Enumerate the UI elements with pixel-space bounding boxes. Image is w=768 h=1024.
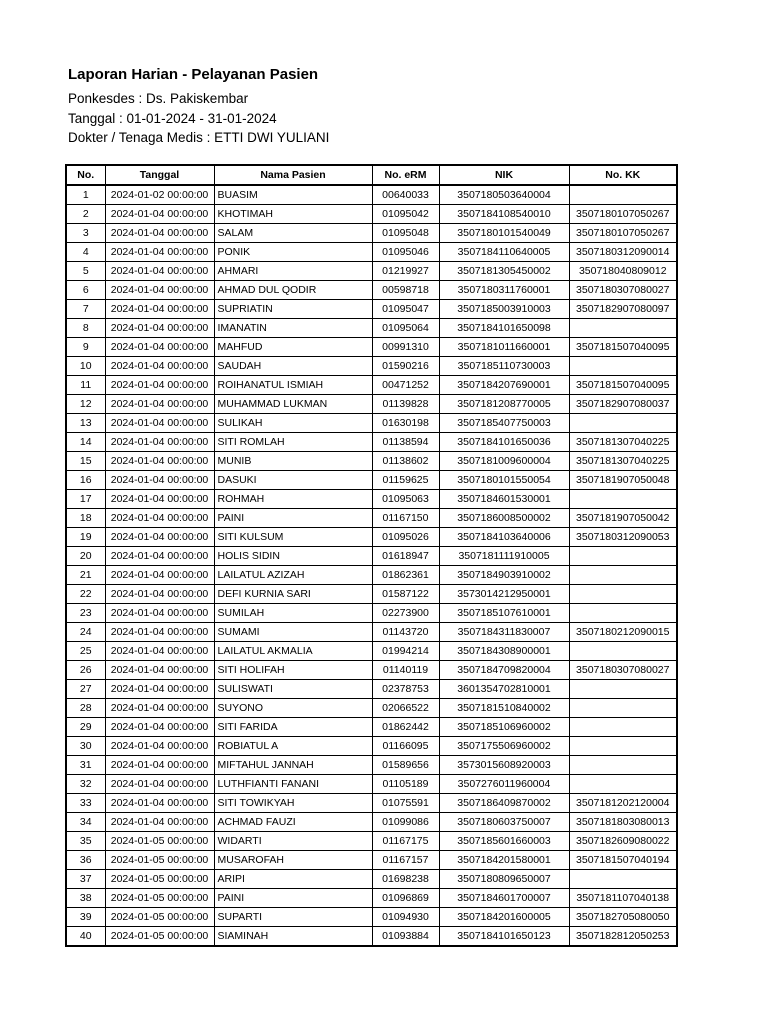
cell-erm: 00640033: [372, 185, 439, 205]
cell-nik: 3601354702810001: [439, 680, 569, 699]
cell-erm: 00471252: [372, 376, 439, 395]
cell-date: 2024-01-04 00:00:00: [105, 699, 214, 718]
column-header-date: Tanggal: [105, 165, 214, 185]
cell-no: 32: [66, 775, 105, 794]
date-range-line: Tanggal : 01-01-2024 - 31-01-2024: [68, 110, 277, 126]
cell-no: 26: [66, 661, 105, 680]
cell-erm: 01143720: [372, 623, 439, 642]
cell-no: 31: [66, 756, 105, 775]
table-row: [66, 300, 677, 319]
table-row: [66, 452, 677, 471]
cell-nik: 3507180101540049: [439, 224, 569, 243]
table-row: [66, 566, 677, 585]
cell-nik: 3507186008500002: [439, 509, 569, 528]
cell-erm: 01095047: [372, 300, 439, 319]
cell-erm: 01138594: [372, 433, 439, 452]
cell-no: 20: [66, 547, 105, 566]
cell-kk: 3507181507040194: [569, 851, 677, 870]
cell-date: 2024-01-04 00:00:00: [105, 243, 214, 262]
cell-nik: 3507180311760001: [439, 281, 569, 300]
column-header-erm: No. eRM: [372, 165, 439, 185]
table-row: [66, 756, 677, 775]
cell-patient-name: SUYONO: [214, 699, 372, 718]
cell-nik: 3507185106960002: [439, 718, 569, 737]
cell-kk: 3507181907050042: [569, 509, 677, 528]
cell-date: 2024-01-04 00:00:00: [105, 376, 214, 395]
cell-date: 2024-01-04 00:00:00: [105, 490, 214, 509]
patient-table: [65, 164, 678, 947]
cell-nik: 3507184308900001: [439, 642, 569, 661]
cell-date: 2024-01-04 00:00:00: [105, 680, 214, 699]
cell-no: 33: [66, 794, 105, 813]
cell-date: 2024-01-04 00:00:00: [105, 813, 214, 832]
cell-erm: 01095026: [372, 528, 439, 547]
cell-kk: 3507182907080037: [569, 395, 677, 414]
cell-erm: 02066522: [372, 699, 439, 718]
cell-no: 4: [66, 243, 105, 262]
cell-nik: 3507184101650098: [439, 319, 569, 338]
cell-date: 2024-01-05 00:00:00: [105, 870, 214, 889]
doctor-line: Dokter / Tenaga Medis : ETTI DWI YULIANI: [68, 130, 330, 145]
cell-erm: 01095048: [372, 224, 439, 243]
cell-nik: 3507184101650036: [439, 433, 569, 452]
cell-kk: [569, 870, 677, 889]
cell-kk: [569, 642, 677, 661]
cell-no: 30: [66, 737, 105, 756]
cell-patient-name: SUMILAH: [214, 604, 372, 623]
cell-no: 24: [66, 623, 105, 642]
cell-kk: 3507181307040225: [569, 433, 677, 452]
cell-nik: 3507186409870002: [439, 794, 569, 813]
cell-no: 40: [66, 927, 105, 947]
cell-nik: 3507184101650123: [439, 927, 569, 947]
cell-patient-name: SITI KULSUM: [214, 528, 372, 547]
cell-erm: 01138602: [372, 452, 439, 471]
table-row: [66, 737, 677, 756]
cell-date: 2024-01-04 00:00:00: [105, 357, 214, 376]
cell-kk: 3507181907050048: [569, 471, 677, 490]
cell-date: 2024-01-04 00:00:00: [105, 452, 214, 471]
table-row: [66, 528, 677, 547]
cell-no: 11: [66, 376, 105, 395]
cell-erm: 01630198: [372, 414, 439, 433]
cell-patient-name: HOLIS SIDIN: [214, 547, 372, 566]
cell-kk: [569, 756, 677, 775]
cell-date: 2024-01-04 00:00:00: [105, 661, 214, 680]
cell-patient-name: WIDARTI: [214, 832, 372, 851]
cell-nik: 3573015608920003: [439, 756, 569, 775]
cell-date: 2024-01-04 00:00:00: [105, 623, 214, 642]
cell-kk: 3507182609080022: [569, 832, 677, 851]
table-row: [66, 661, 677, 680]
cell-no: 16: [66, 471, 105, 490]
cell-nik: 3573014212950001: [439, 585, 569, 604]
cell-nik: 3507184108540010: [439, 205, 569, 224]
cell-kk: [569, 490, 677, 509]
table-row: [66, 927, 677, 947]
cell-nik: 3507181009600004: [439, 452, 569, 471]
table-row: [66, 319, 677, 338]
cell-kk: [569, 585, 677, 604]
column-header-kk: No. KK: [569, 165, 677, 185]
cell-kk: 3507181803080013: [569, 813, 677, 832]
cell-kk: [569, 775, 677, 794]
cell-date: 2024-01-04 00:00:00: [105, 547, 214, 566]
cell-erm: 01166095: [372, 737, 439, 756]
cell-erm: 01862442: [372, 718, 439, 737]
column-header-no: No.: [66, 165, 105, 185]
cell-patient-name: ARIPI: [214, 870, 372, 889]
table-row: [66, 718, 677, 737]
table-row: [66, 775, 677, 794]
cell-nik: 3507184601700007: [439, 889, 569, 908]
cell-patient-name: SITI HOLIFAH: [214, 661, 372, 680]
cell-kk: 3507182705080050: [569, 908, 677, 927]
cell-no: 37: [66, 870, 105, 889]
cell-kk: 3507180312090053: [569, 528, 677, 547]
cell-date: 2024-01-04 00:00:00: [105, 471, 214, 490]
cell-patient-name: ACHMAD FAUZI: [214, 813, 372, 832]
cell-no: 15: [66, 452, 105, 471]
cell-erm: 01167150: [372, 509, 439, 528]
cell-patient-name: LAILATUL AZIZAH: [214, 566, 372, 585]
cell-erm: 00991310: [372, 338, 439, 357]
cell-kk: 3507181107040138: [569, 889, 677, 908]
cell-date: 2024-01-04 00:00:00: [105, 718, 214, 737]
cell-date: 2024-01-05 00:00:00: [105, 927, 214, 947]
cell-patient-name: KHOTIMAH: [214, 205, 372, 224]
cell-nik: 3507181011660001: [439, 338, 569, 357]
cell-date: 2024-01-04 00:00:00: [105, 205, 214, 224]
cell-nik: 3507184103640006: [439, 528, 569, 547]
cell-nik: 3507185601660003: [439, 832, 569, 851]
cell-no: 8: [66, 319, 105, 338]
cell-erm: 01159625: [372, 471, 439, 490]
table-row: [66, 680, 677, 699]
cell-erm: 01139828: [372, 395, 439, 414]
table-row: [66, 851, 677, 870]
cell-nik: 3507181208770005: [439, 395, 569, 414]
cell-nik: 3507276011960004: [439, 775, 569, 794]
cell-nik: 3507180101550054: [439, 471, 569, 490]
cell-nik: 3507184201600005: [439, 908, 569, 927]
cell-no: 35: [66, 832, 105, 851]
cell-date: 2024-01-04 00:00:00: [105, 566, 214, 585]
cell-patient-name: MUSAROFAH: [214, 851, 372, 870]
cell-kk: [569, 737, 677, 756]
cell-no: 3: [66, 224, 105, 243]
cell-kk: [569, 414, 677, 433]
cell-erm: 02378753: [372, 680, 439, 699]
report-header: [68, 66, 329, 148]
table-row: [66, 699, 677, 718]
cell-patient-name: PONIK: [214, 243, 372, 262]
cell-date: 2024-01-04 00:00:00: [105, 262, 214, 281]
cell-no: 34: [66, 813, 105, 832]
cell-nik: 3507185407750003: [439, 414, 569, 433]
cell-nik: 3507180503640004: [439, 185, 569, 205]
cell-no: 21: [66, 566, 105, 585]
cell-erm: 01589656: [372, 756, 439, 775]
cell-no: 36: [66, 851, 105, 870]
cell-no: 19: [66, 528, 105, 547]
cell-erm: 01219927: [372, 262, 439, 281]
cell-no: 38: [66, 889, 105, 908]
cell-no: 39: [66, 908, 105, 927]
cell-no: 18: [66, 509, 105, 528]
cell-kk: 3507180307080027: [569, 661, 677, 680]
cell-kk: [569, 185, 677, 205]
cell-date: 2024-01-04 00:00:00: [105, 756, 214, 775]
table-row: [66, 490, 677, 509]
report-title: Laporan Harian - Pelayanan Pasien: [68, 66, 319, 83]
cell-kk: [569, 718, 677, 737]
cell-patient-name: SULIKAH: [214, 414, 372, 433]
cell-no: 28: [66, 699, 105, 718]
cell-kk: 3507180312090014: [569, 243, 677, 262]
table-row: [66, 623, 677, 642]
cell-patient-name: ROHMAH: [214, 490, 372, 509]
cell-patient-name: MUNIB: [214, 452, 372, 471]
cell-patient-name: PAINI: [214, 509, 372, 528]
table-row: [66, 604, 677, 623]
cell-kk: 3507180107050267: [569, 205, 677, 224]
cell-patient-name: DEFI KURNIA SARI: [214, 585, 372, 604]
cell-erm: 01140119: [372, 661, 439, 680]
cell-erm: 00598718: [372, 281, 439, 300]
table-row: [66, 357, 677, 376]
column-header-nik: NIK: [439, 165, 569, 185]
table-row: [66, 870, 677, 889]
cell-kk: 3507182812050253: [569, 927, 677, 947]
table-row: [66, 832, 677, 851]
cell-erm: 01590216: [372, 357, 439, 376]
cell-kk: [569, 699, 677, 718]
cell-kk: [569, 680, 677, 699]
cell-date: 2024-01-04 00:00:00: [105, 224, 214, 243]
table-row: [66, 224, 677, 243]
cell-patient-name: AHMAD DUL QODIR: [214, 281, 372, 300]
cell-nik: 3507184311830007: [439, 623, 569, 642]
cell-patient-name: SUMAMI: [214, 623, 372, 642]
cell-no: 27: [66, 680, 105, 699]
cell-patient-name: SAUDAH: [214, 357, 372, 376]
cell-date: 2024-01-05 00:00:00: [105, 889, 214, 908]
cell-date: 2024-01-02 00:00:00: [105, 185, 214, 205]
cell-no: 14: [66, 433, 105, 452]
cell-erm: 01095063: [372, 490, 439, 509]
cell-kk: 350718040809012: [569, 262, 677, 281]
table-row: [66, 395, 677, 414]
table-row: [66, 471, 677, 490]
cell-nik: 3507184601530001: [439, 490, 569, 509]
cell-no: 22: [66, 585, 105, 604]
cell-date: 2024-01-04 00:00:00: [105, 509, 214, 528]
cell-kk: 3507181507040095: [569, 376, 677, 395]
cell-nik: 3507181510840002: [439, 699, 569, 718]
cell-no: 10: [66, 357, 105, 376]
table-row: [66, 281, 677, 300]
cell-date: 2024-01-05 00:00:00: [105, 832, 214, 851]
cell-patient-name: SIAMINAH: [214, 927, 372, 947]
cell-no: 1: [66, 185, 105, 205]
cell-date: 2024-01-04 00:00:00: [105, 414, 214, 433]
cell-patient-name: PAINI: [214, 889, 372, 908]
cell-erm: 01096869: [372, 889, 439, 908]
cell-no: 13: [66, 414, 105, 433]
cell-date: 2024-01-04 00:00:00: [105, 338, 214, 357]
cell-no: 9: [66, 338, 105, 357]
table-row: [66, 547, 677, 566]
table-row: [66, 908, 677, 927]
cell-patient-name: SUPARTI: [214, 908, 372, 927]
cell-erm: 01093884: [372, 927, 439, 947]
cell-nik: 3507181305450002: [439, 262, 569, 281]
cell-date: 2024-01-04 00:00:00: [105, 604, 214, 623]
table-row: [66, 205, 677, 224]
cell-nik: 3507180809650007: [439, 870, 569, 889]
cell-patient-name: BUASIM: [214, 185, 372, 205]
cell-no: 29: [66, 718, 105, 737]
cell-kk: 3507181307040225: [569, 452, 677, 471]
cell-nik: 3507185003910003: [439, 300, 569, 319]
cell-kk: [569, 566, 677, 585]
cell-nik: 3507184903910002: [439, 566, 569, 585]
cell-no: 2: [66, 205, 105, 224]
table-row: [66, 585, 677, 604]
table-row: [66, 243, 677, 262]
table-row: [66, 509, 677, 528]
cell-erm: 01618947: [372, 547, 439, 566]
cell-erm: 01095064: [372, 319, 439, 338]
cell-patient-name: MAHFUD: [214, 338, 372, 357]
cell-nik: 3507185107610001: [439, 604, 569, 623]
cell-patient-name: DASUKI: [214, 471, 372, 490]
cell-erm: 01095046: [372, 243, 439, 262]
cell-patient-name: SITI ROMLAH: [214, 433, 372, 452]
cell-date: 2024-01-04 00:00:00: [105, 300, 214, 319]
cell-date: 2024-01-04 00:00:00: [105, 319, 214, 338]
cell-erm: 01994214: [372, 642, 439, 661]
cell-patient-name: LAILATUL AKMALIA: [214, 642, 372, 661]
cell-erm: 02273900: [372, 604, 439, 623]
cell-patient-name: MIFTAHUL JANNAH: [214, 756, 372, 775]
cell-erm: 01105189: [372, 775, 439, 794]
table-row: [66, 338, 677, 357]
table-row: [66, 642, 677, 661]
cell-date: 2024-01-04 00:00:00: [105, 794, 214, 813]
cell-patient-name: AHMARI: [214, 262, 372, 281]
cell-kk: 3507182907080097: [569, 300, 677, 319]
cell-date: 2024-01-04 00:00:00: [105, 642, 214, 661]
table-row: [66, 889, 677, 908]
cell-date: 2024-01-04 00:00:00: [105, 395, 214, 414]
cell-erm: 01587122: [372, 585, 439, 604]
cell-date: 2024-01-04 00:00:00: [105, 433, 214, 452]
cell-no: 12: [66, 395, 105, 414]
cell-erm: 01167175: [372, 832, 439, 851]
cell-patient-name: SUPRIATIN: [214, 300, 372, 319]
cell-erm: 01862361: [372, 566, 439, 585]
cell-nik: 3507180603750007: [439, 813, 569, 832]
cell-erm: 01099086: [372, 813, 439, 832]
table-header-row: [66, 165, 677, 185]
cell-patient-name: LUTHFIANTI FANANI: [214, 775, 372, 794]
cell-patient-name: SITI TOWIKYAH: [214, 794, 372, 813]
cell-kk: 3507180307080027: [569, 281, 677, 300]
cell-date: 2024-01-04 00:00:00: [105, 528, 214, 547]
cell-erm: 01698238: [372, 870, 439, 889]
cell-no: 25: [66, 642, 105, 661]
cell-date: 2024-01-05 00:00:00: [105, 851, 214, 870]
cell-patient-name: ROIHANATUL ISMIAH: [214, 376, 372, 395]
cell-kk: 3507181202120004: [569, 794, 677, 813]
cell-patient-name: SALAM: [214, 224, 372, 243]
cell-nik: 3507185110730003: [439, 357, 569, 376]
cell-date: 2024-01-04 00:00:00: [105, 585, 214, 604]
cell-nik: 3507181111910005: [439, 547, 569, 566]
cell-kk: [569, 357, 677, 376]
column-header-patient-name: Nama Pasien: [214, 165, 372, 185]
cell-patient-name: SITI FARIDA: [214, 718, 372, 737]
cell-no: 23: [66, 604, 105, 623]
table-row: [66, 262, 677, 281]
cell-kk: [569, 319, 677, 338]
cell-erm: 01075591: [372, 794, 439, 813]
table-row: [66, 433, 677, 452]
cell-erm: 01094930: [372, 908, 439, 927]
cell-patient-name: ROBIATUL A: [214, 737, 372, 756]
cell-nik: 3507184110640005: [439, 243, 569, 262]
cell-no: 7: [66, 300, 105, 319]
cell-patient-name: IMANATIN: [214, 319, 372, 338]
cell-kk: [569, 604, 677, 623]
cell-patient-name: SULISWATI: [214, 680, 372, 699]
cell-nik: 3507184709820004: [439, 661, 569, 680]
cell-date: 2024-01-04 00:00:00: [105, 281, 214, 300]
cell-nik: 3507184201580001: [439, 851, 569, 870]
cell-kk: 3507181507040095: [569, 338, 677, 357]
cell-date: 2024-01-05 00:00:00: [105, 908, 214, 927]
cell-nik: 3507175506960002: [439, 737, 569, 756]
cell-kk: 3507180212090015: [569, 623, 677, 642]
cell-date: 2024-01-04 00:00:00: [105, 737, 214, 756]
cell-no: 5: [66, 262, 105, 281]
cell-date: 2024-01-04 00:00:00: [105, 775, 214, 794]
table-row: [66, 794, 677, 813]
table-row: [66, 185, 677, 205]
cell-kk: [569, 547, 677, 566]
cell-no: 17: [66, 490, 105, 509]
cell-erm: 01095042: [372, 205, 439, 224]
facility-line: Ponkesdes : Ds. Pakiskembar: [68, 91, 249, 106]
cell-nik: 3507184207690001: [439, 376, 569, 395]
table-row: [66, 376, 677, 395]
cell-no: 6: [66, 281, 105, 300]
cell-patient-name: MUHAMMAD LUKMAN: [214, 395, 372, 414]
cell-kk: 3507180107050267: [569, 224, 677, 243]
table-row: [66, 813, 677, 832]
cell-erm: 01167157: [372, 851, 439, 870]
table-row: [66, 414, 677, 433]
